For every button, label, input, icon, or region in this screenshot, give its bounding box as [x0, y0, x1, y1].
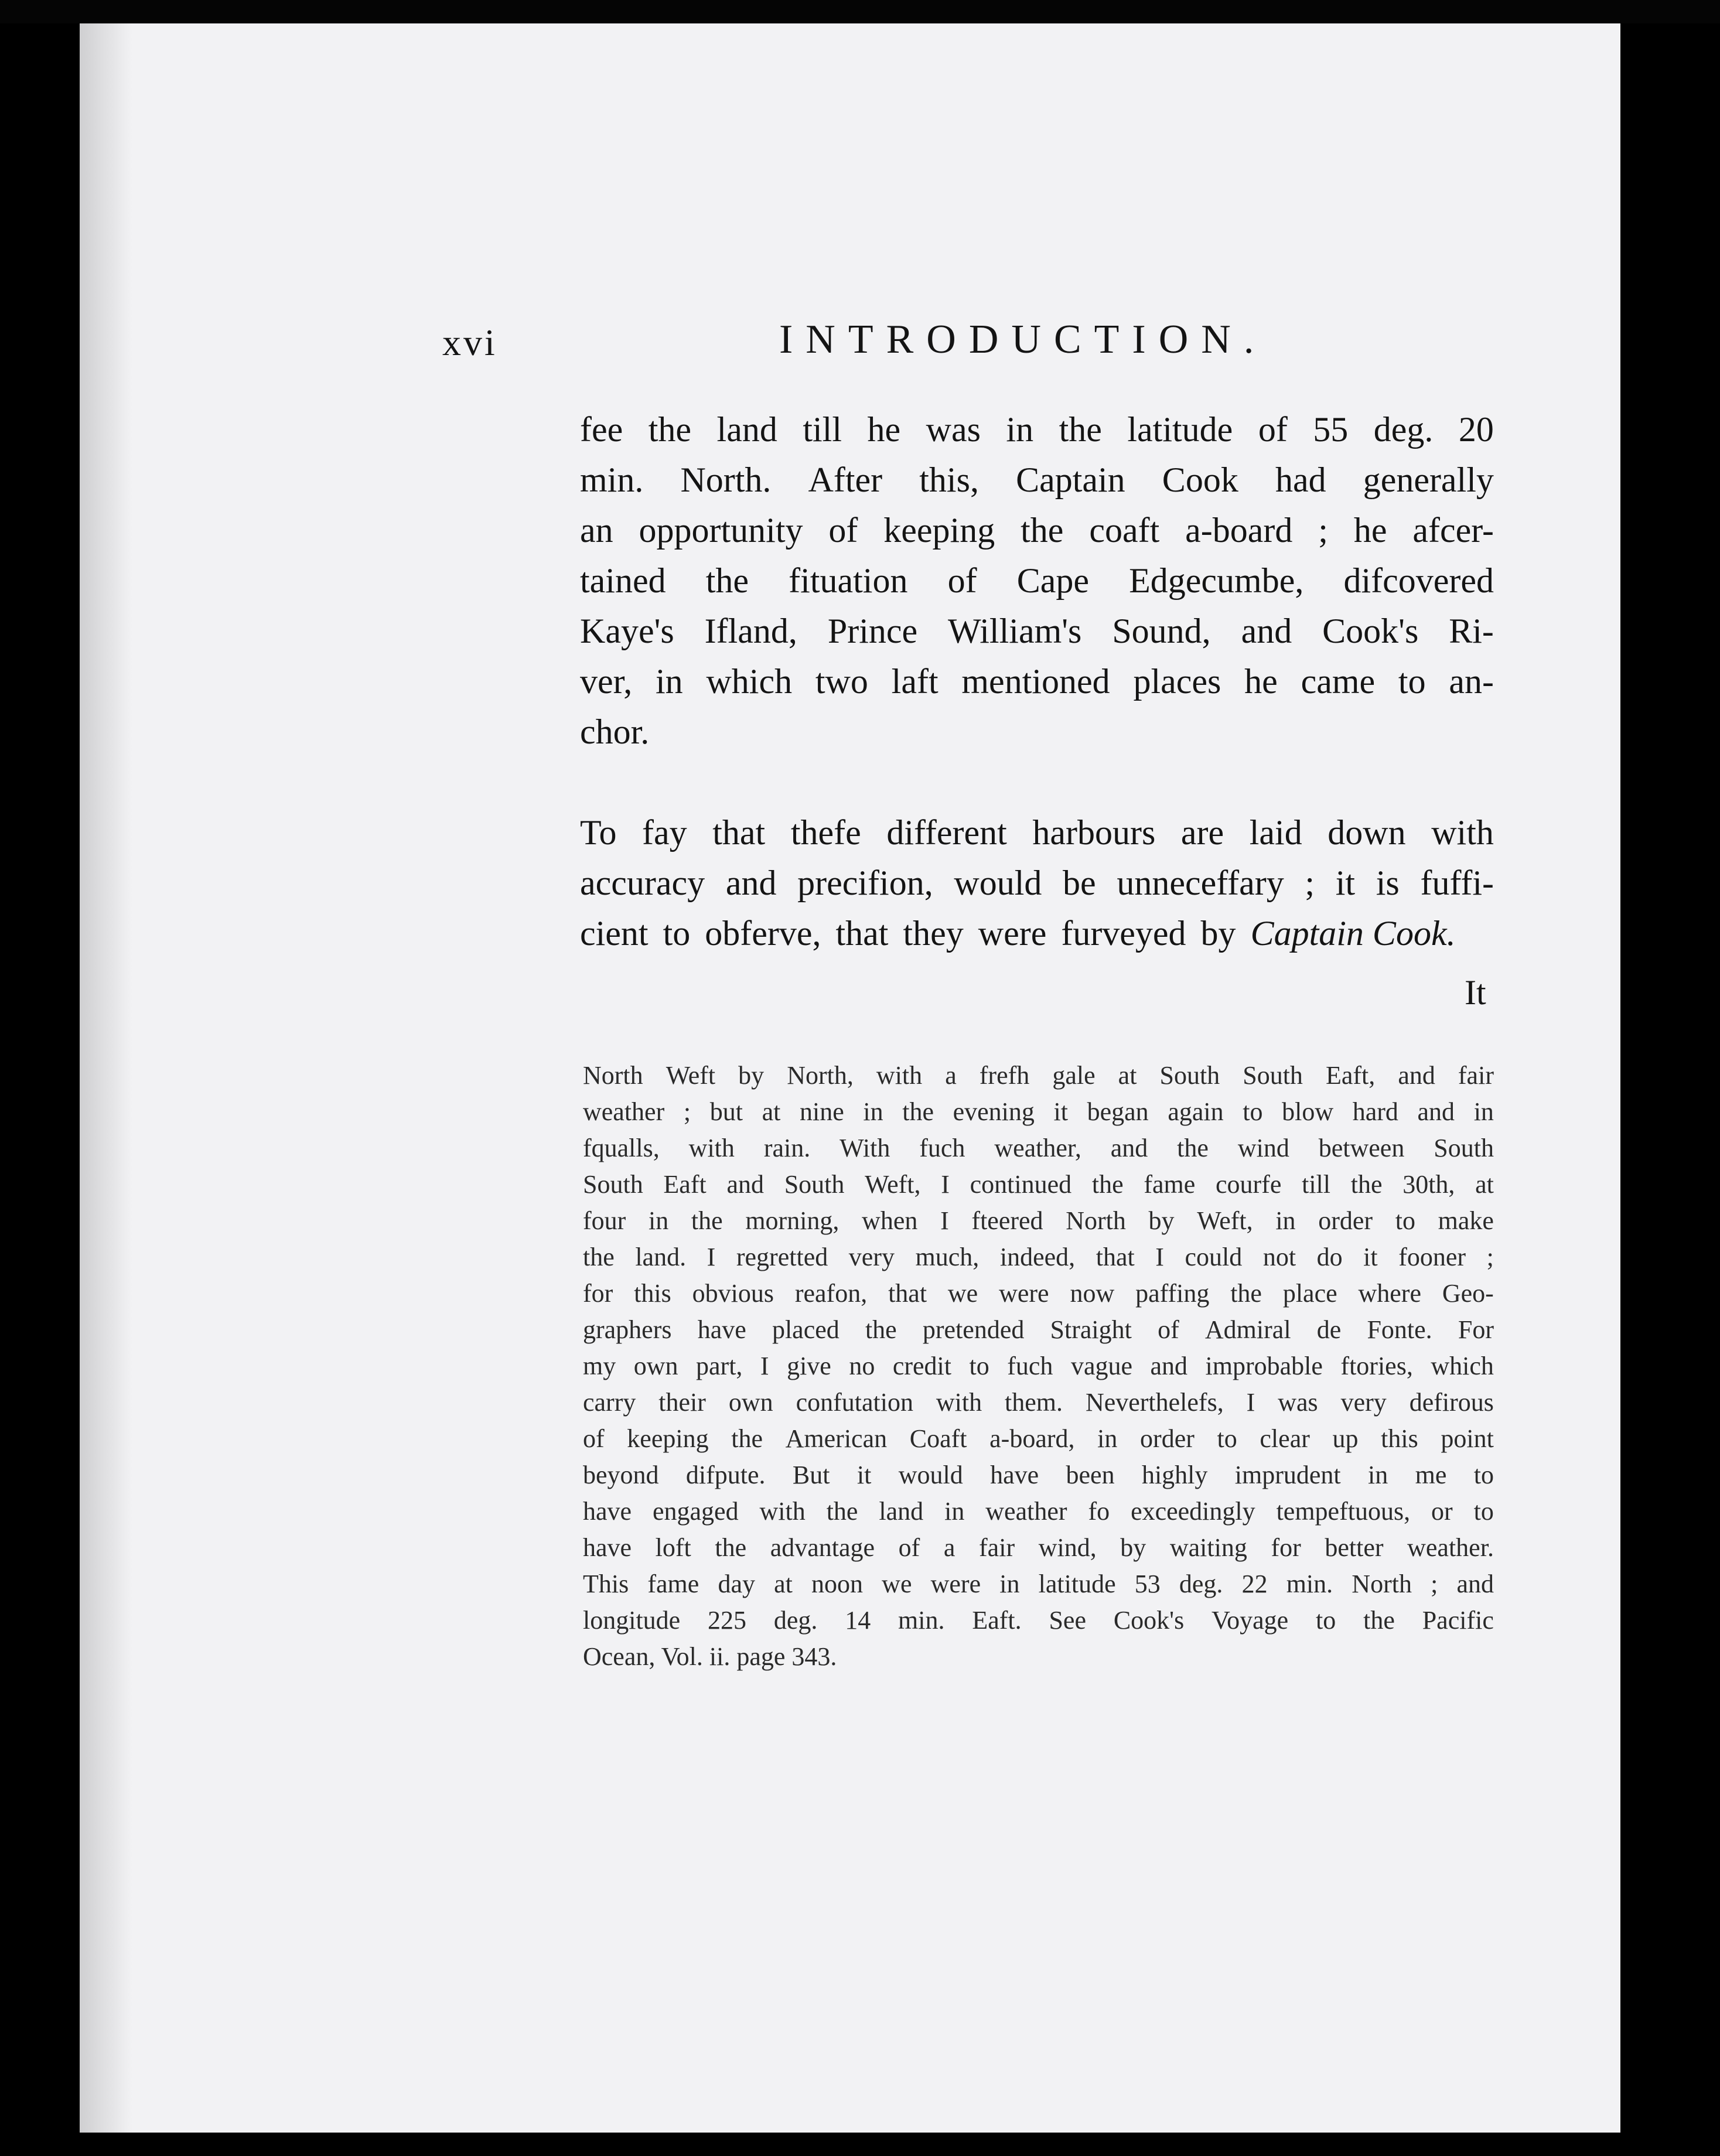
footnote-line: longitude 225 deg. 14 min. Eaft. See Cook's Voyage to the Pacific: [583, 1606, 1494, 1635]
footnote-line: South Eaft and South Weft, I continued the fame courfe till the 30th, at: [583, 1170, 1494, 1199]
footnote-line: of keeping the American Coaft a-board, in order to clear up this point: [583, 1424, 1494, 1453]
text-line: ver, in which two laft mentioned places he came to an-: [580, 662, 1494, 701]
footnote-line: have loft the advantage of a fair wind, by waiting for better weather.: [583, 1533, 1494, 1562]
footnote-line: weather ; but at nine in the evening it began again to blow hard and in: [583, 1097, 1494, 1126]
footnote-line: beyond difpute. But it would have been highly imprudent in me to: [583, 1461, 1494, 1489]
page-binding-shadow: [80, 23, 132, 2133]
footnote-line: four in the morning, when I fteered North by Weft, in order to make: [583, 1206, 1494, 1235]
footnote-line: for this obvious reafon, that we were now paffing the place where Geo-: [583, 1279, 1494, 1308]
text-line: fee the land till he was in the latitude of 55 deg. 20: [580, 410, 1494, 449]
text-line: [580, 908, 1494, 958]
text-line: accuracy and precifion, would be unneceffary ; it is fuffi-: [580, 864, 1494, 902]
page-number: xvi: [442, 322, 497, 363]
running-head: INTRODUCTION.: [779, 317, 1267, 362]
text-line: min. North. After this, Captain Cook had generally: [580, 460, 1494, 499]
text-segment: cient to obferve, that they were furveyed by: [580, 914, 1251, 953]
main-text: [580, 404, 1494, 958]
text-line: an opportunity of keeping the coaft a-board ; he afcer-: [580, 511, 1494, 550]
footnote-line: the land. I regretted very much, indeed, that I could not do it fooner ;: [583, 1243, 1494, 1271]
footnote-line: Ocean, Vol. ii. page 343.: [583, 1642, 837, 1671]
text-line: tained the fituation of Cape Edgecumbe, difcovered: [580, 561, 1494, 600]
catchword: It: [1465, 973, 1486, 1012]
footnote-line: North Weft by North, with a frefh gale at South South Eaft, and fair: [583, 1061, 1494, 1090]
footnote-line: have engaged with the land in weather fo exceedingly tempeftuous, or to: [583, 1497, 1494, 1526]
scan-top-border: [0, 0, 1720, 23]
footnote-line: carry their own confutation with them. Neverthelefs, I was very defirous: [583, 1388, 1494, 1417]
footnote: [583, 1057, 1494, 1675]
text-line: To fay that thefe different harbours are laid down with: [580, 813, 1494, 852]
footnote-line: fqualls, with rain. With fuch weather, and the wind between South: [583, 1134, 1494, 1162]
italic-name: Captain Cook.: [1250, 914, 1456, 953]
text-line: chor.: [580, 712, 650, 751]
text-line: Kaye's Ifland, Prince William's Sound, and Cook's Ri-: [580, 612, 1494, 650]
paragraph-1: [580, 404, 1494, 757]
footnote-line: This fame day at noon we were in latitude 53 deg. 22 min. North ; and: [583, 1570, 1494, 1598]
footnote-line: my own part, I give no credit to fuch vague and improbable ftories, which: [583, 1352, 1494, 1380]
footnote-line: graphers have placed the pretended Straight of Admiral de Fonte. For: [583, 1315, 1494, 1344]
paragraph-2: [580, 807, 1494, 958]
